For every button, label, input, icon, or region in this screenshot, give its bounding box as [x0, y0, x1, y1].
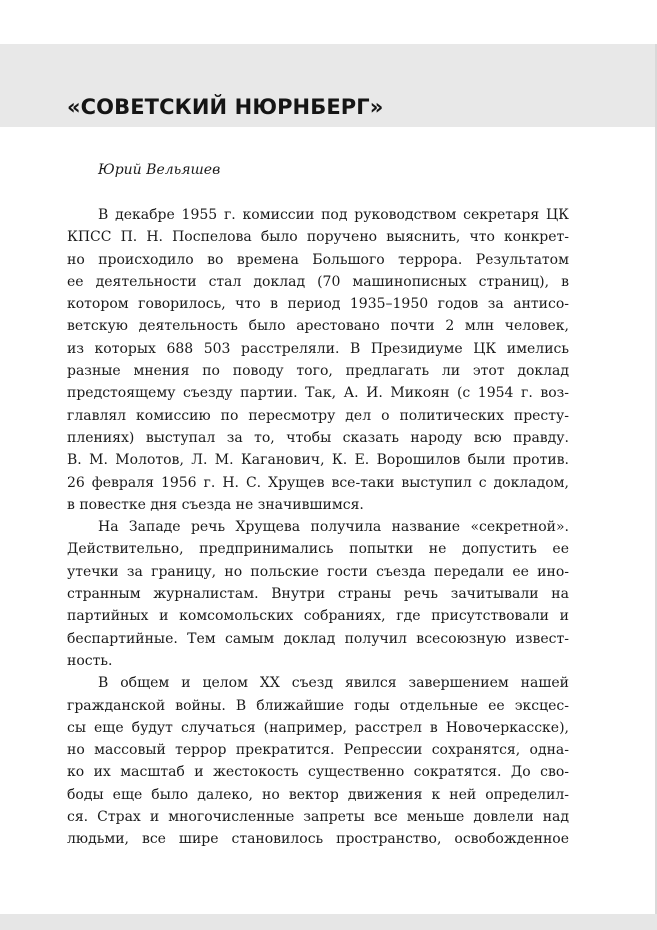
text-line: утечки за границу, но польские гости съезда передали ее ино-: [67, 563, 569, 580]
text-line: разные мнения по поводу того, предлагать ли этот доклад: [67, 363, 569, 380]
text-line: но массовый террор прекратится. Репрессии сохранятся, одна-: [67, 742, 569, 759]
text-line: главлял комиссию по пересмотру дел о политических престу-: [67, 407, 569, 424]
text-line: плениях) выступал за то, чтобы сказать народу всю правду.: [67, 429, 569, 446]
paragraph: [67, 672, 569, 850]
text-line: сы еще будут случаться (например, расстрел в Новочеркасске),: [67, 719, 569, 736]
text-line: беспартийные. Тем самым доклад получил всесоюзную извест-: [67, 630, 569, 647]
text-line: 26 февраля 1956 г. Н. С. Хрущев все-таки выступил с докладом,: [67, 474, 569, 491]
top-margin: [0, 0, 657, 44]
text-line: людьми, все шире становилось пространство, освобожденное: [67, 831, 569, 848]
article-body: [67, 204, 569, 851]
text-line: В. М. Молотов, Л. М. Каганович, К. Е. Ворошилов были против.: [67, 452, 569, 469]
text-line: но происходило во времена Большого террора. Результатом: [67, 251, 569, 268]
text-line: предстоящему съезду партии. Так, А. И. Микоян (с 1954 г. воз-: [67, 385, 569, 402]
text-line: ность.: [67, 652, 113, 669]
text-line: в повестке дня съезда не значившимся.: [67, 496, 364, 513]
text-line: Действительно, предпринимались попытки не допустить ее: [67, 541, 569, 558]
author-name: Юрий Вельяшев: [98, 162, 221, 178]
text-line: странным журналистам. Внутри страны речь зачитывали на: [67, 586, 569, 603]
text-line: КПСС П. Н. Поспелова было поручено выяснить, что конкрет-: [67, 229, 569, 246]
paragraph: [67, 516, 569, 672]
text-line: В общем и целом XX съезд явился завершением нашей: [98, 675, 569, 692]
text-line: котором говорилось, что в период 1935–1950 годов за антисо-: [67, 296, 569, 313]
text-line: гражданской войны. В ближайшие годы отдельные ее эксцес-: [67, 697, 569, 714]
chapter-title: «СОВЕТСКИЙ НЮРНБЕРГ»: [67, 95, 384, 119]
text-line: из которых 688 503 расстреляли. В Президиуме ЦК имелись: [67, 340, 569, 357]
text-line: боды еще было далеко, но вектор движения к ней определил-: [67, 786, 569, 803]
text-line: ко их масштаб и жестокость существенно сократятся. До сво-: [67, 764, 569, 781]
text-line: В декабре 1955 г. комиссии под руководством секретаря ЦК: [98, 207, 569, 223]
text-line: партийных и комсомольских собраниях, где присутствовали и: [67, 608, 569, 625]
paragraph: [67, 204, 569, 516]
bottom-margin-band: [0, 914, 657, 930]
text-line: ветскую деятельность было арестовано почти 2 млн человек,: [67, 318, 569, 335]
text-line: ее деятельности стал доклад (70 машинописных страниц), в: [67, 273, 569, 290]
text-line: На Западе речь Хрущева получила название «секретной».: [98, 519, 569, 536]
text-line: ся. Страх и многочисленные запреты все меньше довлели над: [67, 809, 569, 826]
